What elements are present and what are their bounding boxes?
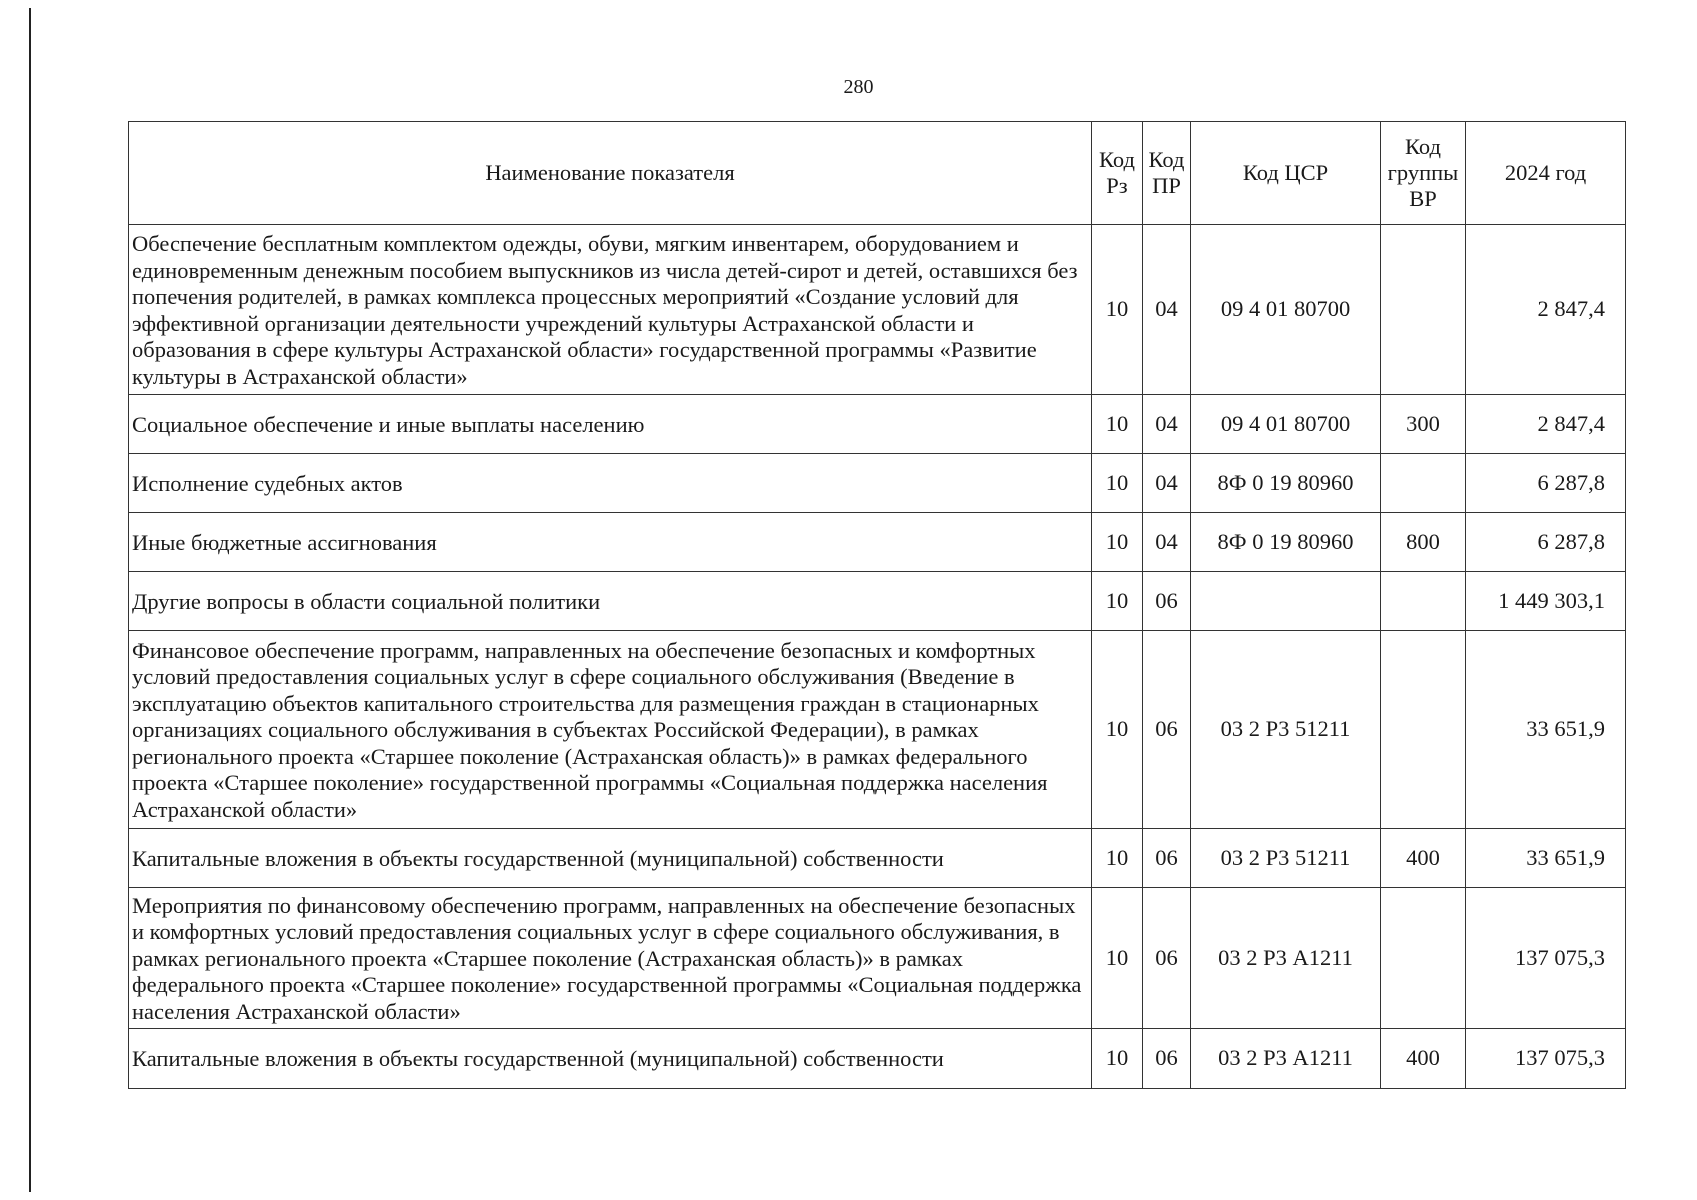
row-csr: 09 4 01 80700	[1191, 225, 1381, 395]
row-rz: 10	[1092, 513, 1143, 572]
row-name: Исполнение судебных актов	[129, 454, 1092, 513]
row-pr: 06	[1143, 631, 1191, 829]
row-amount: 1 449 303,1	[1466, 572, 1626, 631]
row-amount: 6 287,8	[1466, 513, 1626, 572]
row-vr	[1381, 572, 1466, 631]
row-csr: 03 2 Р3 А1211	[1191, 888, 1381, 1029]
row-vr	[1381, 225, 1466, 395]
row-pr: 04	[1143, 454, 1191, 513]
row-name: Социальное обеспечение и иные выплаты населению	[129, 395, 1092, 454]
row-pr: 04	[1143, 225, 1191, 395]
row-vr: 800	[1381, 513, 1466, 572]
row-rz: 10	[1092, 631, 1143, 829]
header-csr: Код ЦСР	[1191, 122, 1381, 225]
row-name: Обеспечение бесплатным комплектом одежды, обуви, мягким инвентарем, оборудованием и единовременным денежным пособием выпускников из числа детей-сирот и детей, оставшихся без попечения родителей, в рамках комплекса процессных мероприятий «Создание условий для эффективной организации деятельности учреждений культуры Астраханской области и образования в сфере культуры Астраханской области» государственной программы «Развитие культуры в Астраханской области»	[129, 225, 1092, 395]
row-pr: 06	[1143, 888, 1191, 1029]
row-vr	[1381, 888, 1466, 1029]
table-row	[129, 1029, 1626, 1089]
row-vr	[1381, 631, 1466, 829]
row-vr: 400	[1381, 1029, 1466, 1089]
row-name: Капитальные вложения в объекты государственной (муниципальной) собственности	[129, 1029, 1092, 1089]
table-row	[129, 631, 1626, 829]
row-amount: 2 847,4	[1466, 225, 1626, 395]
row-csr: 03 2 Р3 51211	[1191, 631, 1381, 829]
table-header-row	[129, 122, 1626, 225]
row-vr	[1381, 454, 1466, 513]
row-pr: 06	[1143, 1029, 1191, 1089]
row-vr: 300	[1381, 395, 1466, 454]
row-rz: 10	[1092, 225, 1143, 395]
row-rz: 10	[1092, 572, 1143, 631]
row-name: Капитальные вложения в объекты государственной (муниципальной) собственности	[129, 829, 1092, 888]
row-rz: 10	[1092, 395, 1143, 454]
row-name: Другие вопросы в области социальной политики	[129, 572, 1092, 631]
row-csr: 03 2 Р3 51211	[1191, 829, 1381, 888]
row-vr: 400	[1381, 829, 1466, 888]
row-name: Иные бюджетные ассигнования	[129, 513, 1092, 572]
row-pr: 06	[1143, 829, 1191, 888]
page-number: 280	[843, 76, 874, 98]
row-rz: 10	[1092, 454, 1143, 513]
table-row	[129, 572, 1626, 631]
row-amount: 137 075,3	[1466, 1029, 1626, 1089]
row-csr: 8Ф 0 19 80960	[1191, 513, 1381, 572]
row-amount: 33 651,9	[1466, 829, 1626, 888]
row-rz: 10	[1092, 888, 1143, 1029]
table-row	[129, 225, 1626, 395]
budget-table	[128, 121, 1626, 1089]
binding-margin-line	[29, 8, 31, 1192]
row-amount: 137 075,3	[1466, 888, 1626, 1029]
row-pr: 06	[1143, 572, 1191, 631]
row-name: Финансовое обеспечение программ, направленных на обеспечение безопасных и комфортных условий предоставления социальных услуг в сфере социального обслуживания (Введение в эксплуатацию объектов капитального строительства для размещения граждан в стационарных организациях социального обслуживания в субъектах Российской Федерации), в рамках регионального проекта «Старшее поколение (Астраханская область)» в рамках федерального проекта «Старшее поколение» государственной программы «Социальная поддержка населения Астраханской области»	[129, 631, 1092, 829]
row-rz: 10	[1092, 829, 1143, 888]
header-rz: Код Рз	[1092, 122, 1143, 225]
table-row	[129, 395, 1626, 454]
row-csr	[1191, 572, 1381, 631]
row-name: Мероприятия по финансовому обеспечению программ, направленных на обеспечение безопасных и комфортных условий предоставления социальных услуг в сфере социального обслуживания, в рамках регионального проекта «Старшее поколение (Астраханская область)» в рамках федерального проекта «Старшее поколение» государственной программы «Социальная поддержка населения Астраханской области»	[129, 888, 1092, 1029]
row-csr: 03 2 Р3 А1211	[1191, 1029, 1381, 1089]
table-row	[129, 513, 1626, 572]
row-amount: 33 651,9	[1466, 631, 1626, 829]
row-amount: 2 847,4	[1466, 395, 1626, 454]
table-row	[129, 454, 1626, 513]
row-csr: 09 4 01 80700	[1191, 395, 1381, 454]
row-pr: 04	[1143, 513, 1191, 572]
row-csr: 8Ф 0 19 80960	[1191, 454, 1381, 513]
table-row	[129, 829, 1626, 888]
row-rz: 10	[1092, 1029, 1143, 1089]
row-pr: 04	[1143, 395, 1191, 454]
header-year: 2024 год	[1466, 122, 1626, 225]
row-amount: 6 287,8	[1466, 454, 1626, 513]
header-vr: Код группы ВР	[1381, 122, 1466, 225]
header-pr: Код ПР	[1143, 122, 1191, 225]
header-name: Наименование показателя	[129, 122, 1092, 225]
table-row	[129, 888, 1626, 1029]
